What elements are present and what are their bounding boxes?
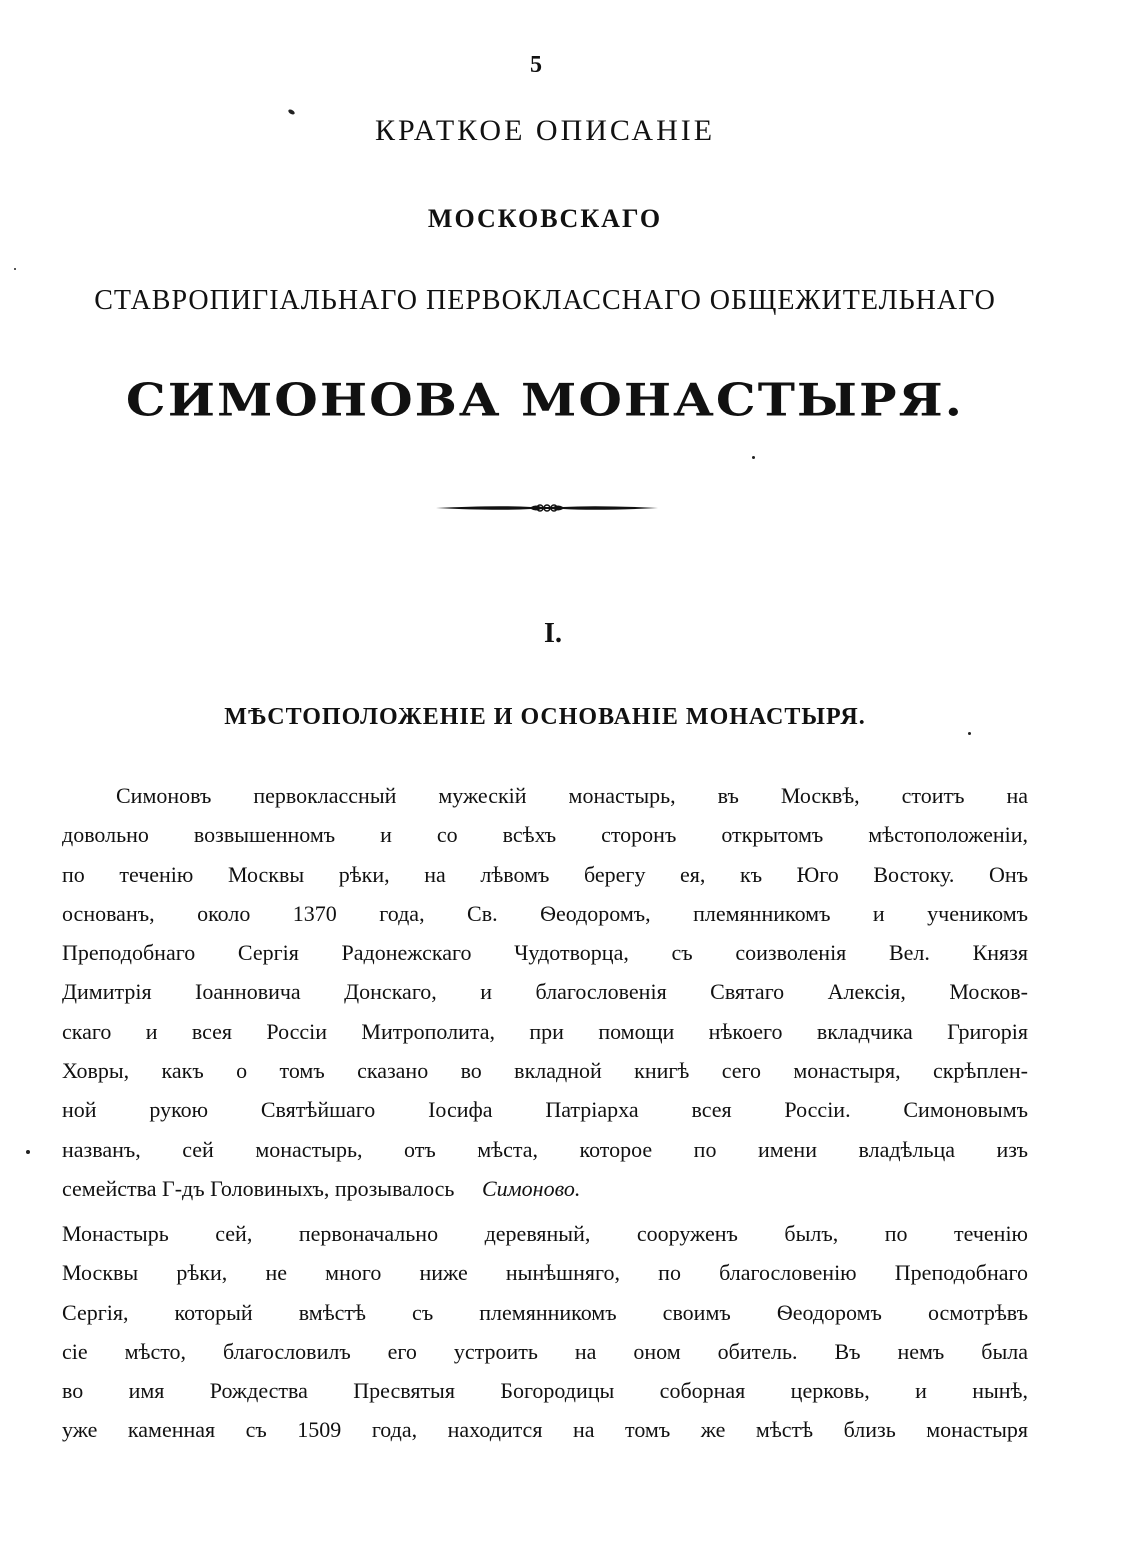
paragraph-line: Симоновъ первоклассный мужескій монастырь, въ Москвѣ, стоитъ на bbox=[116, 783, 1028, 808]
section-heading: МѢСТОПОЛОЖЕНІЕ И ОСНОВАНІЕ МОНАСТЫРЯ. bbox=[224, 704, 866, 730]
paragraph-line: ной рукою Святѣйшаго Іосифа Патріарха всея Россіи. Симоновымъ bbox=[62, 1097, 1028, 1123]
paragraph-1 bbox=[62, 776, 1028, 1208]
section-number: I. bbox=[544, 618, 562, 649]
paragraph-line: Преподобнаго Сергія Радонежскаго Чудотворца, съ соизволенія Вел. Князя bbox=[62, 940, 1028, 966]
scan-speck bbox=[968, 732, 971, 735]
paragraph-last-line bbox=[62, 1169, 1028, 1208]
main-title: СИМОНОВА МОНАСТЫРЯ. bbox=[125, 372, 965, 427]
paragraph-line: по теченію Москвы рѣки, на лѣвомъ берегу ея, къ Юго Востоку. Онъ bbox=[62, 861, 1028, 887]
scan-speck bbox=[26, 1150, 30, 1154]
paragraph-line: Москвы рѣки, не много ниже нынѣшняго, по благословенію Преподобнаго bbox=[62, 1260, 1028, 1286]
paragraph-line: названъ, сей монастырь, отъ мѣста, которое по имени владѣльца изъ bbox=[62, 1136, 1028, 1162]
title-line-2: МОСКОВСКАГО bbox=[427, 204, 663, 233]
paragraph-line: во имя Рождества Пресвятыя Богородицы соборная церковь, и нынѣ, bbox=[62, 1378, 1028, 1404]
scan-speck bbox=[14, 268, 16, 270]
paragraph-line: Монастырь сей, первоначально деревяный, сооруженъ былъ, по теченію bbox=[62, 1221, 1028, 1246]
paragraph-line: довольно возвышенномъ и со всѣхъ сторонъ открытомъ мѣстоположеніи, bbox=[62, 822, 1028, 848]
page-number: 5 bbox=[530, 52, 542, 78]
paragraph-line: Сергія, который вмѣстѣ съ племянникомъ своимъ Ѳеодоромъ осмотрѣвъ bbox=[62, 1299, 1028, 1325]
place-name: Симоново. bbox=[481, 1175, 581, 1201]
paragraph-line: уже каменная съ 1509 года, находится на томъ же мѣстѣ близь монастыря bbox=[62, 1417, 1028, 1443]
paragraph-line: Ховры, какъ о томъ сказано во вкладной книгѣ сего монастыря, скрѣплен- bbox=[62, 1058, 1028, 1084]
paragraph-line: сіе мѣсто, благословилъ его устроить на оном обитель. Въ немъ была bbox=[62, 1338, 1028, 1364]
paragraph-line: основанъ, около 1370 года, Св. Ѳеодоромъ, племянникомъ и ученикомъ bbox=[62, 900, 1028, 926]
paragraph-line: Димитрія Іоанновича Донскаго, и благословенія Святаго Алексія, Москов- bbox=[62, 979, 1028, 1005]
last-line-text: семейства Г-дъ Головиныхъ, прозывалось bbox=[62, 1175, 460, 1201]
ornament-divider bbox=[436, 500, 658, 516]
scan-speck bbox=[752, 456, 755, 459]
title-line-1: КРАТКОЕ ОПИСАНІЕ bbox=[374, 114, 716, 147]
paragraph-2 bbox=[62, 1214, 1028, 1450]
title-line-3: СТАВРОПИГІАЛЬНАГО ПЕРВОКЛАССНАГО ОБЩЕЖИТЕЛЬНАГО bbox=[94, 285, 996, 316]
paragraph-line: скаго и всея Россіи Митрополита, при помощи нѣкоего вкладчика Григорія bbox=[62, 1018, 1028, 1044]
